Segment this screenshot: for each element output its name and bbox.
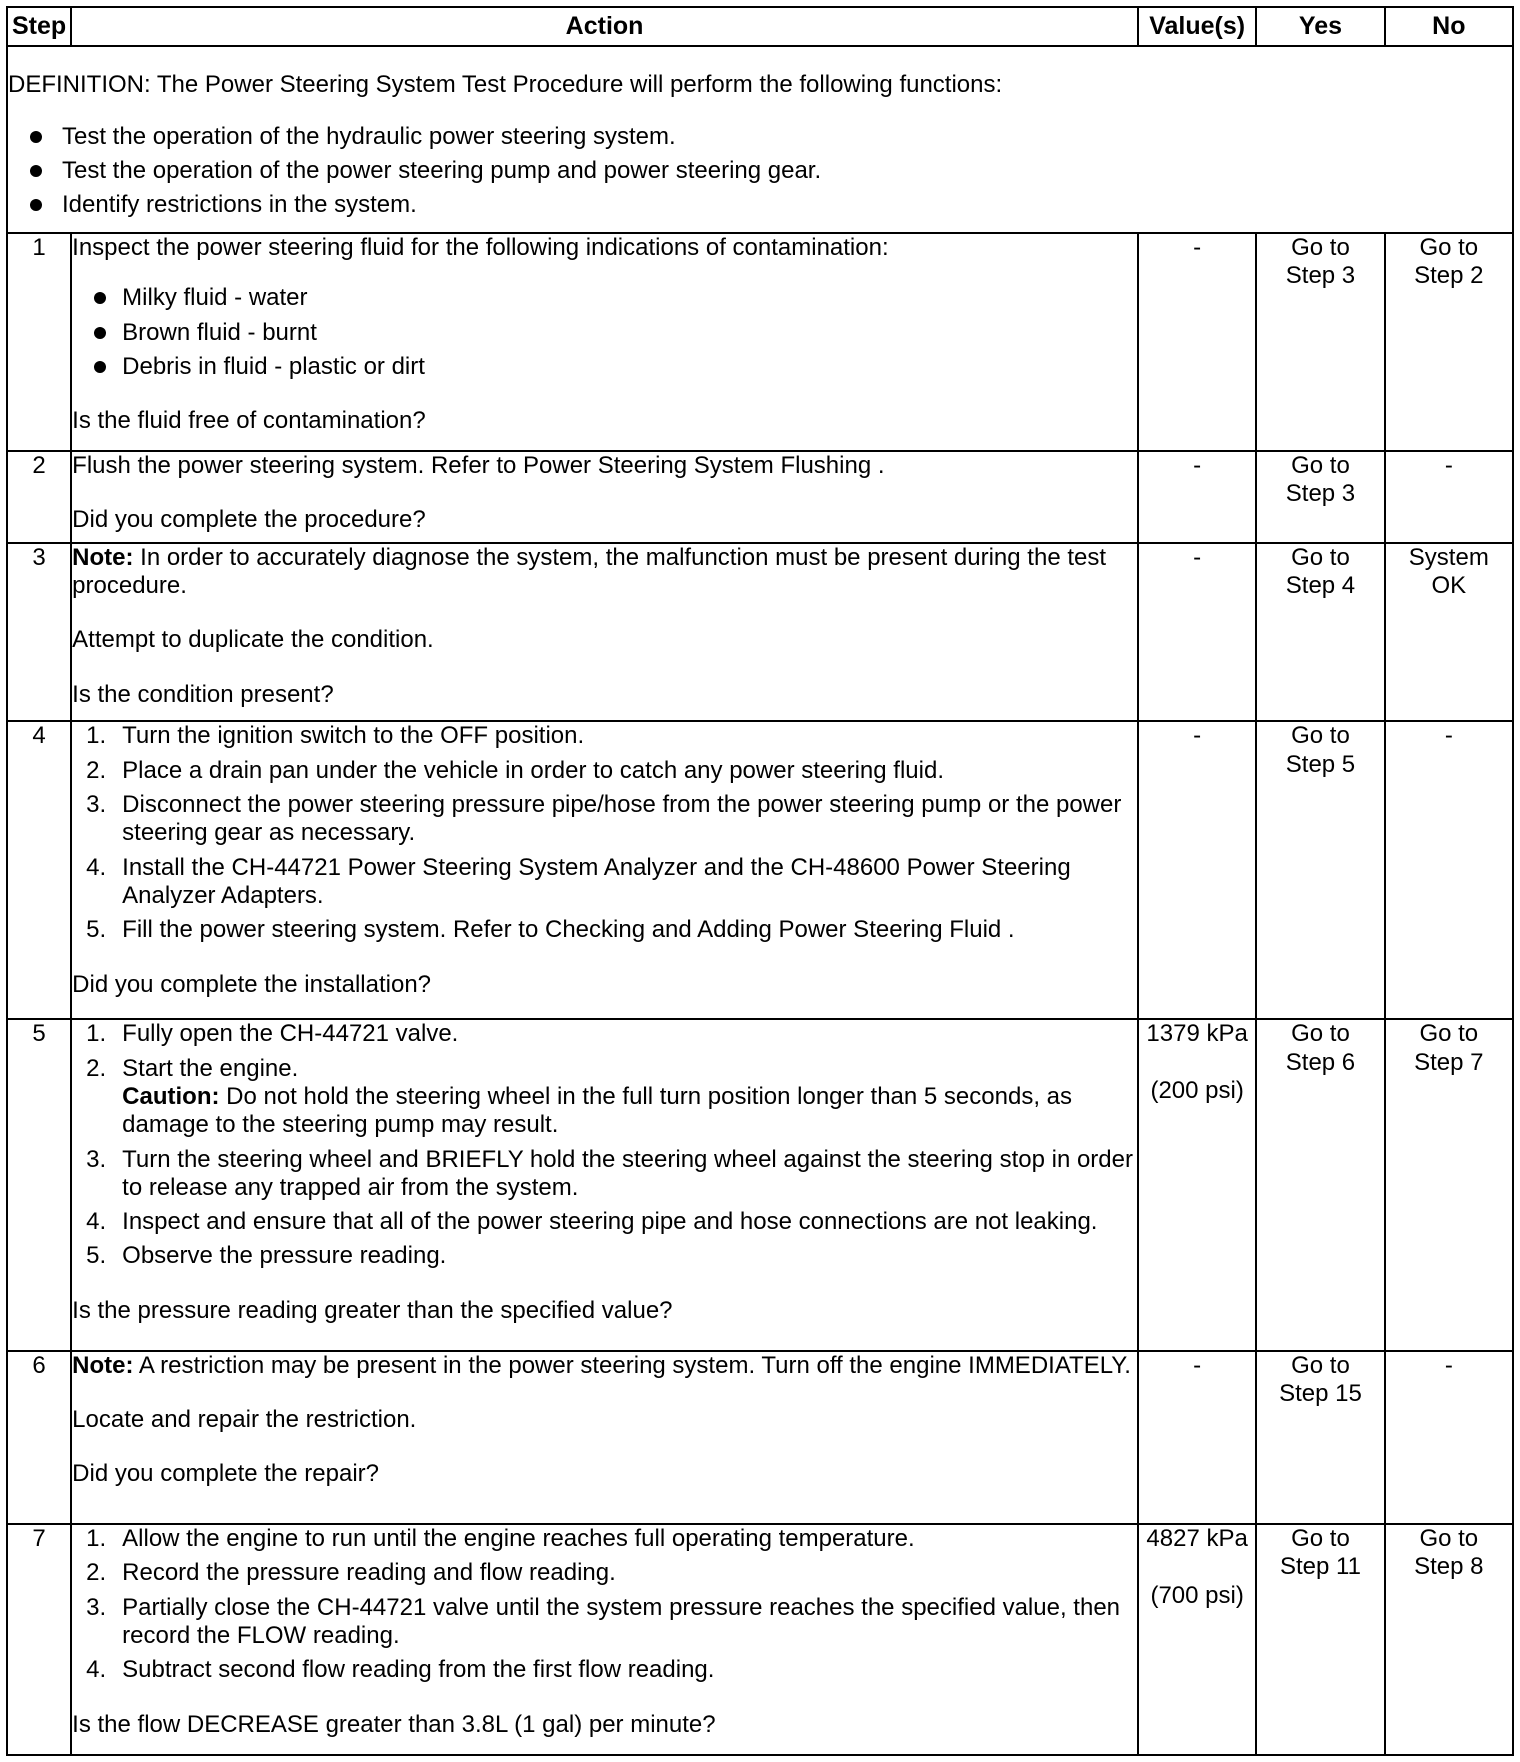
no-cell: Go to Step 8 [1385, 1524, 1513, 1755]
list-item: 4. Subtract second flow reading from the first flow reading. [86, 1656, 715, 1684]
step-number: 5 [7, 1019, 71, 1351]
note-label: Note: [72, 543, 134, 571]
value-cell: - [1138, 721, 1256, 1019]
table-row [7, 543, 1513, 722]
yes-cell: Go to Step 4 [1256, 543, 1384, 722]
list-item: 1. Turn the ignition switch to the OFF position. [86, 722, 585, 750]
no-cell: - [1385, 1351, 1513, 1524]
definition-intro: DEFINITION: The Power Steering System Test Procedure will perform the following functions: [8, 70, 1003, 98]
list-item: Debris in fluid - plastic or dirt [72, 353, 1137, 381]
action-bullets [72, 284, 1137, 381]
step-number: 3 [7, 543, 71, 722]
list-item: 5. Observe the pressure reading. [86, 1242, 447, 1270]
yes-cell: Go to Step 3 [1256, 451, 1384, 543]
action-cell [71, 543, 1138, 722]
caution-label: Caution: [122, 1082, 220, 1110]
list-item: 3. Partially close the CH-44721 valve until the system pressure reaches the specified value, then record the FLOW reading. [86, 1593, 1121, 1650]
header-no: No [1385, 7, 1513, 46]
list-item: Milky fluid - water [72, 284, 1137, 312]
list-item: Test the operation of the power steering pump and power steering gear. [8, 157, 1512, 185]
header-values: Value(s) [1138, 7, 1256, 46]
list-item: 3. Turn the steering wheel and BRIEFLY hold the steering wheel against the steering stop in order to release any trapped air from the system. [86, 1145, 1133, 1201]
value-cell: - [1138, 543, 1256, 722]
action-steps [72, 1020, 1137, 1271]
yes-cell: Go to Step 3 [1256, 233, 1384, 451]
yes-cell: Go to Step 6 [1256, 1019, 1384, 1351]
list-item: 1. Allow the engine to run until the engine reaches full operating temperature. [86, 1525, 915, 1553]
step-number: 6 [7, 1351, 71, 1524]
table-row [7, 451, 1513, 543]
value-cell: - [1138, 1351, 1256, 1524]
action-question: Is the fluid free of contamination? [72, 407, 426, 435]
action-intro: Inspect the power steering fluid for the following indications of contamination: [72, 233, 889, 261]
list-item: Brown fluid - burnt [72, 319, 1137, 347]
yes-cell: Go to Step 5 [1256, 721, 1384, 1019]
action-cell [71, 1351, 1138, 1524]
action-question: Is the pressure reading greater than the specified value? [72, 1296, 673, 1324]
list-item: 2. Record the pressure reading and flow reading. [86, 1559, 616, 1587]
action-steps [72, 1525, 1137, 1685]
definition-bullets [8, 123, 1512, 220]
step-number: 1 [7, 233, 71, 451]
definition-row [7, 46, 1513, 233]
yes-cell: Go to Step 15 [1256, 1351, 1384, 1524]
note-label: Note: [72, 1351, 134, 1379]
table-row [7, 1351, 1513, 1524]
no-cell: System OK [1385, 543, 1513, 722]
list-item: 5. Fill the power steering system. Refer to Checking and Adding Power Steering Fluid . [86, 916, 1015, 944]
list-item: 2. Place a drain pan under the vehicle in order to catch any power steering fluid. [86, 756, 944, 784]
action-question: Did you complete the procedure? [72, 505, 426, 533]
list-item: 2. Start the engine. Caution: Do not hold the steering wheel in the full turn position longer than 5 seconds, as damage to the steering pump may result. [86, 1054, 1073, 1139]
no-cell: - [1385, 451, 1513, 543]
action-question: Did you complete the repair? [72, 1460, 379, 1488]
table-row [7, 721, 1513, 1019]
action-cell [71, 233, 1138, 451]
list-item: 4. Inspect and ensure that all of the power steering pipe and hose connections are not leaking. [86, 1208, 1098, 1236]
list-item: 1. Fully open the CH-44721 valve. [86, 1020, 459, 1048]
action-cell [71, 451, 1138, 543]
action-cell [71, 1019, 1138, 1351]
action-text: Locate and repair the restriction. [72, 1406, 417, 1434]
value-cell: - [1138, 451, 1256, 543]
action-note: Note: In order to accurately diagnose the system, the malfunction must be present during the test procedure. [72, 543, 1107, 599]
no-cell: Go to Step 7 [1385, 1019, 1513, 1351]
action-question: Is the condition present? [72, 680, 334, 708]
value-cell: 1379 kPa (200 psi) [1138, 1019, 1256, 1351]
action-cell [71, 1524, 1138, 1755]
list-item: 3. Disconnect the power steering pressure pipe/hose from the power steering pump or the power steering gear as necessary. [86, 791, 1122, 847]
action-question: Did you complete the installation? [72, 970, 432, 998]
step-number: 2 [7, 451, 71, 543]
action-cell [71, 721, 1138, 1019]
action-steps [72, 722, 1137, 944]
header-row [7, 7, 1513, 46]
no-cell: - [1385, 721, 1513, 1019]
table-row [7, 233, 1513, 451]
yes-cell: Go to Step 11 [1256, 1524, 1384, 1755]
table-row [7, 1019, 1513, 1351]
header-yes: Yes [1256, 7, 1384, 46]
definition-cell [7, 46, 1513, 233]
no-cell: Go to Step 2 [1385, 233, 1513, 451]
value-cell: - [1138, 233, 1256, 451]
header-action: Action [71, 7, 1138, 46]
list-item: 4. Install the CH-44721 Power Steering System Analyzer and the CH-48600 Power Steering Analyzer Adapters. [86, 853, 1071, 910]
value-cell: 4827 kPa (700 psi) [1138, 1524, 1256, 1755]
action-text: Attempt to duplicate the condition. [72, 626, 434, 654]
step-number: 7 [7, 1524, 71, 1755]
step-number: 4 [7, 721, 71, 1019]
list-item: Test the operation of the hydraulic power steering system. [8, 123, 1512, 151]
procedure-table [6, 6, 1514, 1756]
action-question: Is the flow DECREASE greater than 3.8L (1 gal) per minute? [72, 1710, 716, 1738]
table-row [7, 1524, 1513, 1755]
action-text: Flush the power steering system. Refer to Power Steering System Flushing . [72, 451, 885, 479]
list-item: Identify restrictions in the system. [8, 191, 1512, 219]
action-note: Note: A restriction may be present in the power steering system. Turn off the engine IMMEDIATELY. [72, 1351, 1131, 1379]
header-step: Step [7, 7, 71, 46]
